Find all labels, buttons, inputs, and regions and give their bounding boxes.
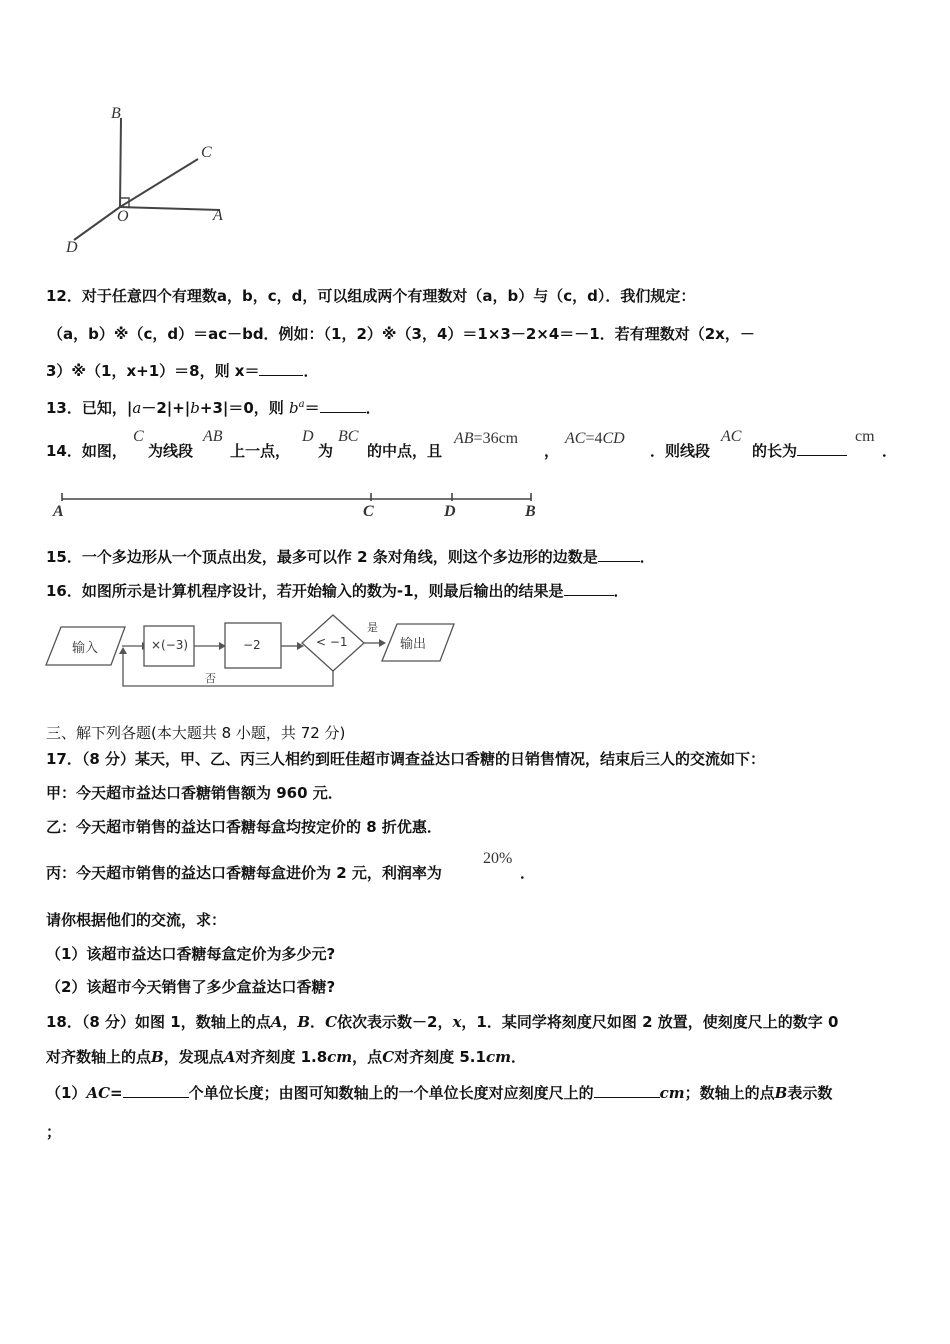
arrowhead-4 <box>379 639 386 647</box>
q17-sub2: （2）该超市今天销售了多少盒益达口香糖? <box>46 978 336 996</box>
flow-cond-label: < −1 <box>316 635 348 649</box>
q12-line3-end: ． <box>303 362 319 380</box>
q17-bing: 丙：今天超市销售的益达口香糖每盒进价为 2 元，利润率为 <box>46 864 442 882</box>
q18-l2-var-b: B <box>151 1048 164 1066</box>
seg-label-c: C <box>363 503 374 520</box>
q14-m-4: =4 <box>585 430 603 447</box>
q14-t7: ．则线段 <box>650 442 711 460</box>
q18-l3-var-b: B <box>774 1084 788 1102</box>
q14-t4: 为 <box>318 442 334 460</box>
q13-var-b2: b <box>289 399 299 417</box>
q18-l1d: 依次表示数－2， <box>337 1013 453 1031</box>
q13-end: ． <box>365 399 381 417</box>
q14-t2: 为线段 <box>148 442 194 460</box>
q13-var-a: a <box>132 399 142 417</box>
q18-line1 <box>46 1012 838 1032</box>
q18-l1-var-x: x <box>452 1013 462 1031</box>
q14-m-bc: BC <box>338 428 359 445</box>
q18-l1-var-a: A <box>270 1013 283 1031</box>
q14-t8-text: 的长为 <box>752 442 798 460</box>
q18-line2 <box>46 1047 526 1067</box>
section3-title: 三、解下列各题(本大题共 8 小题，共 72 分) <box>46 724 346 742</box>
q18-l1c: ． <box>310 1013 326 1031</box>
q14-t3: 上一点， <box>230 442 291 460</box>
q18-l2a: 对齐数轴上的点 <box>46 1048 152 1066</box>
q13-sup-a: a <box>298 399 305 410</box>
q17-bing-end: ． <box>520 864 536 882</box>
label-b: B <box>111 105 121 122</box>
q18-l2-cm2: cm <box>485 1048 511 1066</box>
q17-jia: 甲：今天超市益达口香糖销售额为 960 元． <box>46 784 343 802</box>
q18-l2-var-c: C <box>382 1048 395 1066</box>
q18-l2c: 对齐刻度 1.8 <box>235 1048 328 1066</box>
q18-l3-cm: cm <box>659 1084 685 1102</box>
q14-m-d: D <box>302 428 314 445</box>
q18-l2e: 对齐刻度 5.1 <box>394 1048 486 1066</box>
q14-m-ac2: AC <box>721 428 742 445</box>
label-o: O <box>117 208 129 225</box>
seg-label-b: B <box>525 503 536 520</box>
q14-m-ab2: AB <box>454 430 474 447</box>
q16-text: 16．如图所示是计算机程序设计，若开始输入的数为-1，则最后输出的结果是 <box>46 582 564 600</box>
q18-l1e: ，1．某同学将刻度尺如图 2 放置，使刻度尺上的数字 0 <box>461 1013 839 1031</box>
q17-yi: 乙：今天超市销售的益达口香糖每盒均按定价的 8 折优惠． <box>46 818 442 836</box>
label-a: A <box>213 207 223 224</box>
q18-l2d: ，点 <box>352 1048 383 1066</box>
label-c: C <box>201 144 212 161</box>
q17-sub1: （1）该超市益达口香糖每盒定价为多少元? <box>46 945 336 963</box>
flow-mult-label: ×(−3) <box>151 638 189 652</box>
q12-line3-text: 3）※（1，x+1）＝8，则 x＝ <box>46 362 260 380</box>
q16-end: ． <box>613 582 629 600</box>
q18-line3 <box>46 1083 832 1103</box>
flow-minus-label: −2 <box>243 638 261 652</box>
q14-m-cd: CD <box>602 430 625 447</box>
q17-intro: 17．（8 分）某天，甲、乙、丙三人相约到旺佳超市调查益达口香糖的日销售情况，结束后三人的交流如下： <box>46 750 766 768</box>
q13-prefix: 13．已知，| <box>46 399 133 417</box>
q13-mid2: +3|＝0，则 <box>199 399 290 417</box>
flow-no-label: 否 <box>205 672 216 685</box>
arrowhead-loop <box>119 647 127 654</box>
q18-l2-cm1: cm <box>327 1048 353 1066</box>
q18-l3c: 个单位长度；由图可知数轴上的一个单位长度对应刻度尺上的 <box>188 1084 594 1102</box>
q18-l1-var-b: B <box>297 1013 311 1031</box>
q18-line4: ； <box>46 1123 62 1141</box>
q17-percent: 20% <box>483 850 513 867</box>
q18-l3a: （1） <box>46 1084 87 1102</box>
q18-l1-var-c: C <box>325 1013 338 1031</box>
q14-m-ab: AB <box>203 428 223 445</box>
q18-l1b: ， <box>282 1013 298 1031</box>
q14-m-36cm: =36cm <box>473 430 519 447</box>
q18-unit-blank[interactable] <box>594 1083 660 1098</box>
q14-m-cm: cm <box>855 428 875 445</box>
q14-t6: ， <box>544 442 560 460</box>
q13-eq: ＝ <box>304 399 320 417</box>
q12-line1: 12．对于任意四个有理数a，b，c，d，可以组成两个有理数对（a，b）与（c，d）．我们规定： <box>46 287 696 305</box>
q14-t1: 14．如图， <box>46 442 127 460</box>
q18-l2f: ． <box>510 1048 526 1066</box>
seg-label-d: D <box>444 503 456 520</box>
q15-end: ． <box>639 548 655 566</box>
label-d: D <box>66 239 78 256</box>
q15-text: 15．一个多边形从一个顶点出发，最多可以作 2 条对角线，则这个多边形的边数是 <box>46 548 598 566</box>
q18-l3d: ；数轴上的点 <box>684 1084 775 1102</box>
q18-l3-ac: AC <box>86 1084 111 1102</box>
q13-mid1: －2|+| <box>141 399 191 417</box>
q18-l2b: ，发现点 <box>163 1048 224 1066</box>
q17-ask: 请你根据他们的交流，求： <box>46 911 227 929</box>
q18-l1a: 18．（8 分）如图 1，数轴上的点 <box>46 1013 271 1031</box>
q18-l2-var-a: A <box>223 1048 236 1066</box>
flow-output-label: 输出 <box>400 637 427 652</box>
seg-label-a: A <box>53 503 64 520</box>
q13-var-b: b <box>190 399 200 417</box>
q18-ac-blank[interactable] <box>123 1083 189 1098</box>
q14-t9: ． <box>882 442 898 460</box>
q14-t5: 的中点，且 <box>367 442 443 460</box>
flow-input-label: 输入 <box>72 641 99 656</box>
flow-yes-label: 是 <box>367 621 378 634</box>
q14-m-c: C <box>133 428 144 445</box>
q14-m-ac: AC <box>565 430 586 447</box>
q18-l3b: = <box>110 1084 123 1102</box>
q18-l3e: 表示数 <box>787 1084 833 1102</box>
q12-line2: （a，b）※（c，d）＝ac－bd．例如：（1，2）※（3，4）＝1×3－2×4＝－1．若有理数对（2x，－ <box>48 325 755 343</box>
